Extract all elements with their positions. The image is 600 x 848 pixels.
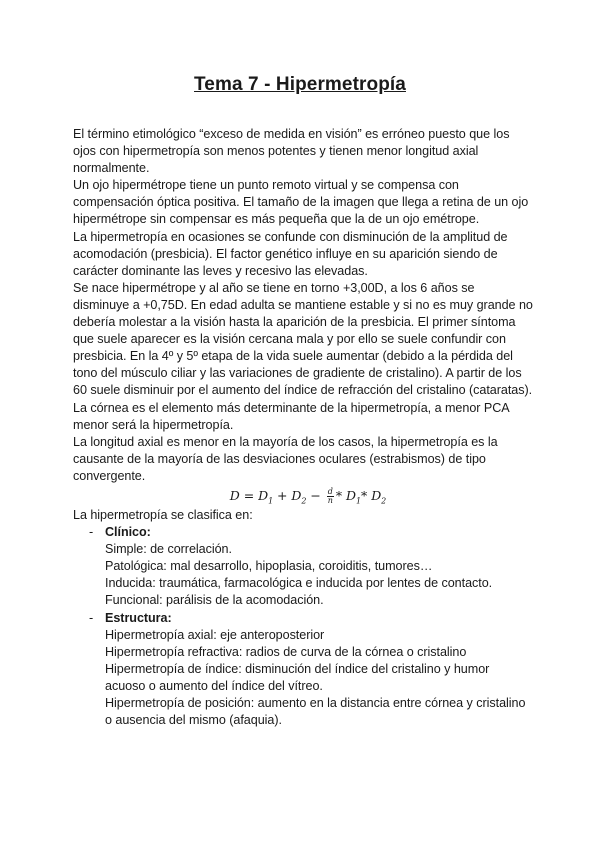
formula-operator: *	[335, 487, 343, 503]
formula-fraction	[327, 488, 334, 505]
paragraph: Un ojo hipermétrope tiene un punto remoto virtual y se compensa con compensación óptica positiva. El tamaño de la imagen que llega a retina de un ojo hipermétrope sin compensar es más pequeña que la de un ojo emétrope.	[73, 178, 529, 227]
formula-subscript: 1	[268, 496, 274, 506]
category-title: Estructura:	[105, 610, 172, 625]
paragraph: El término etimológico “exceso de medida en visión” es erróneo puesto que los ojos con hipermetropía son menos potentes y tienen menor longitud axial normalmente.	[73, 127, 510, 176]
list-item: Funcional: parálisis de la acomodación.	[105, 593, 324, 608]
list-item: Hipermetropía de índice: disminución del índice del cristalino y humor acuoso o aumento del índice del vítreo.	[105, 661, 490, 693]
category-clinico	[73, 524, 533, 609]
formula-subscript: 2	[301, 496, 307, 506]
list-item: Hipermetropía refractiva: radios de curva de la córnea o cristalino	[105, 644, 467, 659]
category-estructura	[73, 610, 533, 730]
formula-subscript: 1	[356, 496, 362, 506]
dash-bullet: -	[89, 525, 94, 540]
dash-bullet: -	[89, 610, 94, 625]
classification-list	[73, 524, 533, 729]
paragraph: Se nace hipermétrope y al año se tiene en torno +3,00D, a los 6 años se disminuye a +0,75D. En edad adulta se mantiene estable y si no es muy grande no debería molestar a la visión hasta la aparición de la presbicia. El primer síntoma que suele aparecer es la visión cercana mala y por ello se suele confundir con presbicia. En la 4º y 5º etapa de la vida suele aumentar (debido a la pérdida del tono del músculo ciliar y las variaciones de gradiente de cristalino). A partir de los 60 suele disminuir por el aumento del índice de refracción del cristalino (cataratas). La córnea es el elemento más determinante de la hipermetropía, a menor PCA menor será la hipermetropía.	[73, 280, 533, 432]
formula-term: D	[371, 487, 382, 503]
list-item: Simple: de correlación.	[105, 542, 232, 557]
formula-term: D	[291, 487, 302, 503]
formula-operator: *	[361, 487, 368, 503]
category-title: Clínico:	[105, 525, 151, 540]
fraction-numerator: d	[327, 486, 333, 496]
fraction-denominator: n	[327, 495, 333, 505]
list-item: Hipermetropía de posición: aumento en la distancia entre córnea y cristalino o ausencia del mismo (afaquia).	[105, 696, 526, 728]
paragraph: La hipermetropía en ocasiones se confunde con disminución de la amplitud de acomodación (presbicia). El factor genético influye en su aparición siendo de carácter dominante las leves y recesivo las elevadas.	[73, 229, 508, 278]
list-item: Inducida: traumática, farmacológica e inducida por lentes de contacto.	[105, 576, 493, 591]
paragraph: La longitud axial es menor en la mayoría de los casos, la hipermetropía es la causante de la mayoría de las desviaciones oculares (estrabismos) de tipo convergente.	[73, 434, 498, 483]
document-body	[73, 126, 533, 729]
formula-term: D	[258, 487, 269, 503]
formula-term: D	[229, 487, 240, 503]
formula-operator: =	[243, 487, 255, 503]
page-title: Tema 7 - Hipermetropía	[194, 74, 406, 95]
formula-term: D	[346, 487, 356, 503]
power-formula	[73, 485, 533, 507]
classification-intro: La hipermetropía se clasifica en:	[73, 507, 253, 522]
formula-subscript: 2	[381, 496, 387, 506]
formula-operator: −	[310, 487, 321, 503]
list-item: Patológica: mal desarrollo, hipoplasia, coroiditis, tumores…	[105, 559, 433, 574]
list-item: Hipermetropía axial: eje anteroposterior	[105, 627, 325, 642]
formula-operator: +	[277, 487, 288, 503]
